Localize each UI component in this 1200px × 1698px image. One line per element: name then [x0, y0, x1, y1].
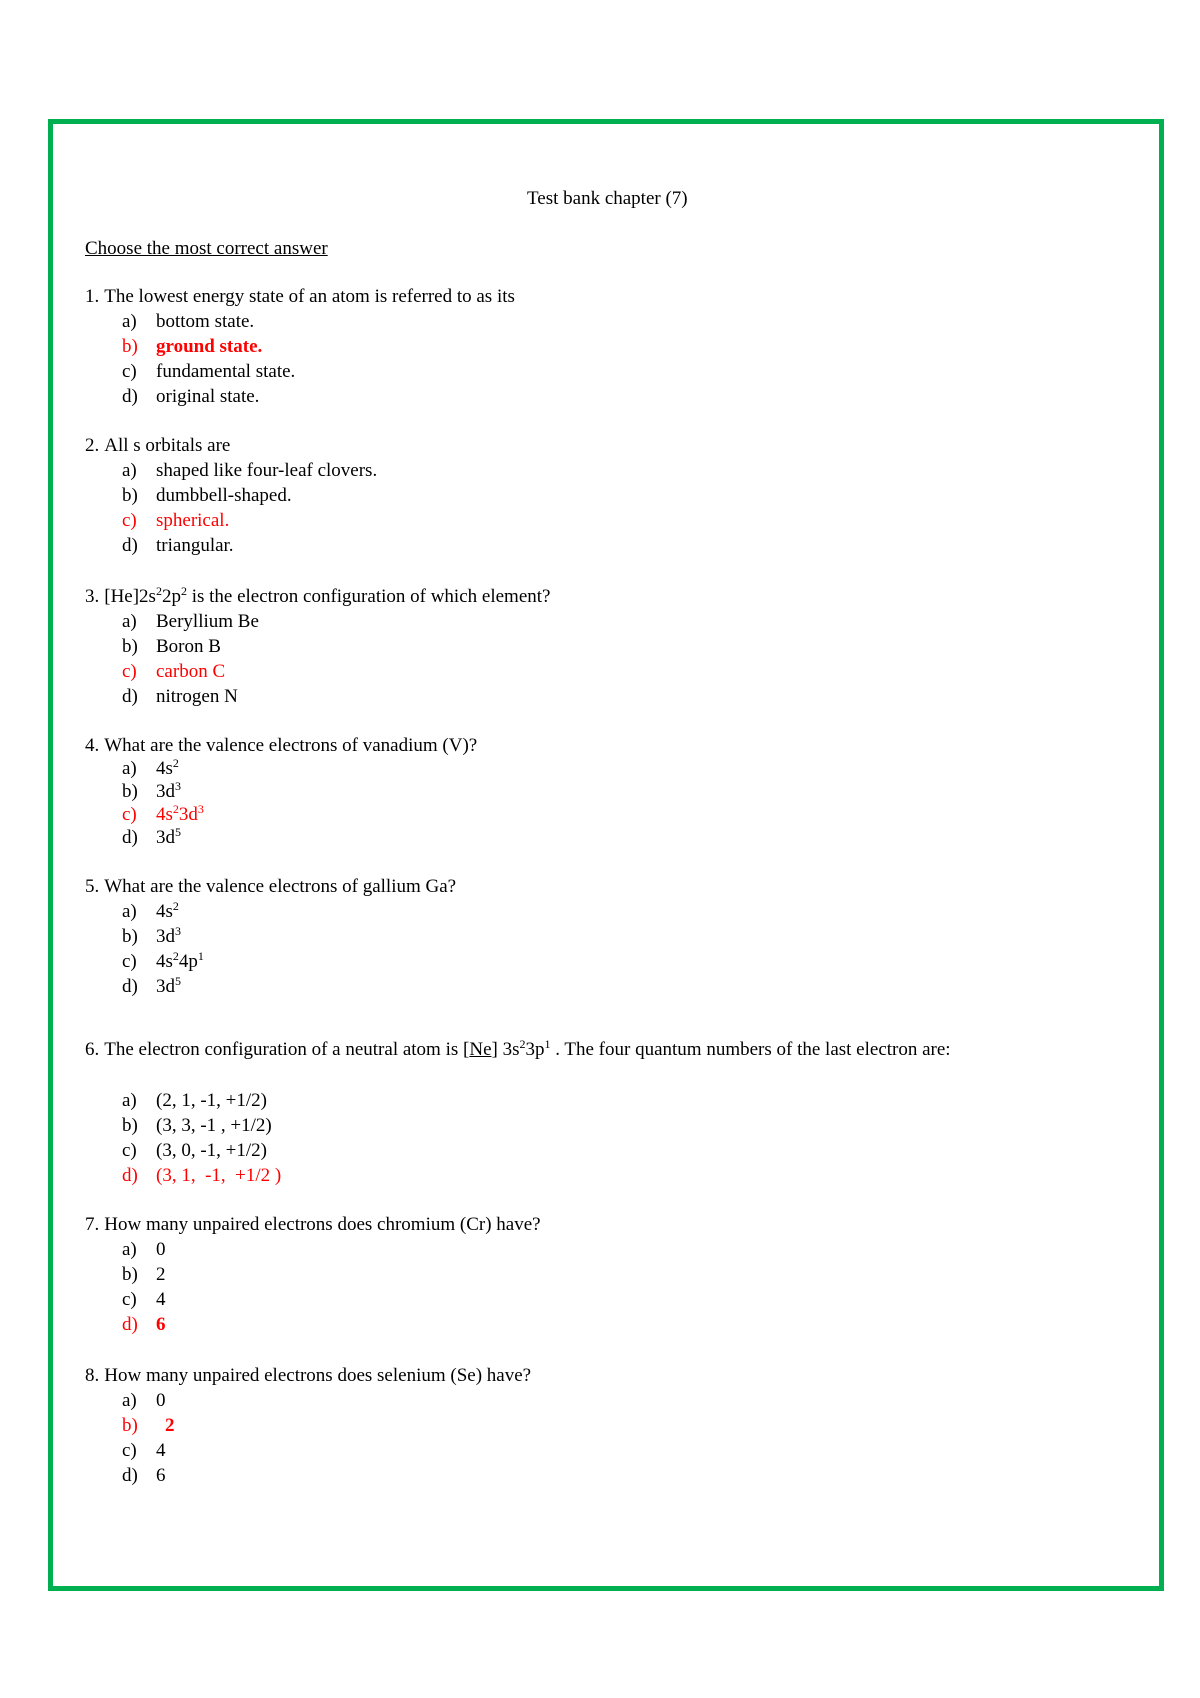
- option-text: [156, 780, 181, 803]
- option-letter: d): [122, 976, 138, 997]
- options-list: [85, 1237, 541, 1337]
- superscript: 3: [197, 802, 204, 816]
- question-number: 2.: [85, 435, 100, 456]
- question-text: How many unpaired electrons does selenium (Se) have?: [104, 1365, 532, 1386]
- option-b: [85, 924, 456, 949]
- options-list: [85, 309, 515, 409]
- question-text: The electron configuration of a neutral atom is [: [104, 1039, 470, 1060]
- orbital: 3d: [156, 827, 175, 848]
- question-text: [He]2s: [104, 586, 156, 607]
- option-text: [156, 803, 204, 826]
- option-d: [85, 533, 234, 558]
- superscript: 2: [172, 802, 179, 816]
- options-list: [85, 609, 550, 709]
- option-b: [85, 1262, 541, 1287]
- option-d: [85, 384, 515, 409]
- options-list: [85, 899, 456, 999]
- option-text: [156, 757, 179, 780]
- orbital: 4s: [156, 901, 173, 922]
- question-line: [85, 1212, 541, 1237]
- option-c: [85, 803, 477, 826]
- option-a: [85, 1237, 541, 1262]
- options-list: [85, 757, 477, 849]
- option-c: [85, 1138, 951, 1163]
- option-letter: b): [122, 1264, 138, 1285]
- superscript: 1: [197, 949, 204, 963]
- superscript: 2: [172, 899, 179, 913]
- question-line: [85, 1037, 951, 1062]
- option-text: carbon C: [156, 661, 226, 682]
- option-text: dumbbell-shaped.: [156, 485, 292, 506]
- option-c: [85, 359, 515, 384]
- noble-gas-core: Ne: [469, 1039, 492, 1060]
- option-text: Beryllium Be: [156, 611, 259, 632]
- option-d: [85, 974, 456, 999]
- question-line: [85, 284, 515, 309]
- option-text: Boron B: [156, 636, 221, 657]
- option-d: [85, 1463, 531, 1488]
- option-d: [85, 1312, 541, 1337]
- question-5: [85, 874, 456, 999]
- option-text: (3, 1, -1, +1/2 ): [156, 1165, 282, 1186]
- option-letter: a): [122, 901, 137, 922]
- option-letter: d): [122, 1165, 138, 1186]
- question-text: 2p: [161, 586, 181, 607]
- superscript: 3: [175, 779, 181, 793]
- option-b: [85, 483, 292, 508]
- option-letter: c): [122, 1140, 137, 1161]
- question-number: 7.: [85, 1214, 100, 1235]
- option-letter: a): [122, 460, 137, 481]
- option-letter: c): [122, 951, 137, 972]
- option-text: [156, 899, 179, 924]
- option-text: [156, 826, 181, 849]
- question-number: 8.: [85, 1365, 100, 1386]
- option-letter: b): [122, 926, 138, 947]
- option-letter: b): [122, 485, 138, 506]
- option-letter: d): [122, 535, 138, 556]
- option-letter: b): [122, 1415, 138, 1436]
- option-letter: a): [122, 758, 137, 779]
- question-7: [85, 1212, 541, 1337]
- option-text: [156, 949, 204, 974]
- option-letter: a): [122, 1239, 137, 1260]
- option-letter: c): [122, 1440, 137, 1461]
- question-line: [85, 584, 550, 609]
- question-line: [85, 1363, 531, 1388]
- options-list: [85, 1088, 951, 1188]
- option-letter: c): [122, 1289, 137, 1310]
- question-number: 1.: [85, 286, 100, 307]
- orbital: 3d: [156, 781, 175, 802]
- option-a: [85, 899, 456, 924]
- superscript: 2: [180, 584, 187, 598]
- question-text: is the electron configuration of which element?: [186, 586, 551, 607]
- option-b: [85, 1113, 951, 1138]
- superscript: 1: [544, 1037, 551, 1051]
- option-text: 0: [156, 1239, 166, 1260]
- option-c: [85, 949, 456, 974]
- document-title: Test bank chapter (7): [527, 188, 688, 209]
- option-a: [85, 458, 378, 483]
- option-text: 4: [156, 1289, 166, 1310]
- option-c: [85, 1438, 531, 1463]
- question-line: [85, 734, 477, 757]
- option-text: [156, 924, 181, 949]
- option-b: [85, 334, 515, 359]
- option-a: [85, 309, 515, 334]
- question-1: [85, 284, 515, 409]
- superscript: 2: [155, 584, 162, 598]
- option-text: 6: [156, 1465, 166, 1486]
- question-text: What are the valence electrons of vanadium (V)?: [104, 735, 478, 756]
- orbital: 4p: [178, 951, 198, 972]
- orbital: 4s: [156, 951, 173, 972]
- question-4: [85, 734, 477, 849]
- superscript: 5: [175, 974, 181, 988]
- question-number: 6.: [85, 1039, 100, 1060]
- option-text: (3, 3, -1 , +1/2): [156, 1115, 272, 1136]
- option-letter: c): [122, 361, 137, 382]
- option-b: [85, 634, 550, 659]
- question-number: 4.: [85, 735, 100, 756]
- option-letter: d): [122, 1465, 138, 1486]
- question-3: [85, 584, 550, 709]
- question-text: What are the valence electrons of gallium Ga?: [104, 876, 457, 897]
- option-letter: a): [122, 611, 137, 632]
- option-letter: c): [122, 804, 137, 825]
- option-b: [85, 780, 477, 803]
- superscript: 2: [172, 756, 179, 770]
- option-text: nitrogen N: [156, 686, 238, 707]
- option-text: fundamental state.: [156, 361, 296, 382]
- question-text: 3p: [525, 1039, 545, 1060]
- orbital: 3d: [178, 804, 198, 825]
- question-8: [85, 1363, 531, 1488]
- option-letter: b): [122, 636, 138, 657]
- option-letter: b): [122, 781, 138, 802]
- option-text: bottom state.: [156, 311, 255, 332]
- question-number: 3.: [85, 586, 100, 607]
- option-text: 4: [156, 1440, 166, 1461]
- orbital: 4s: [156, 758, 173, 779]
- option-a: [85, 609, 550, 634]
- instruction-heading: Choose the most correct answer: [85, 238, 328, 259]
- option-letter: c): [122, 661, 137, 682]
- option-letter: d): [122, 386, 138, 407]
- option-letter: a): [122, 311, 137, 332]
- question-number: 5.: [85, 876, 100, 897]
- option-letter: b): [122, 336, 138, 357]
- option-c: [85, 1287, 541, 1312]
- option-text: 0: [156, 1390, 166, 1411]
- option-b: [85, 1413, 531, 1438]
- option-d: [85, 684, 550, 709]
- option-text: original state.: [156, 386, 260, 407]
- option-text: ground state.: [156, 336, 263, 357]
- option-d: [85, 826, 477, 849]
- option-d: [85, 1163, 951, 1188]
- option-letter: a): [122, 1090, 137, 1111]
- option-text: (3, 0, -1, +1/2): [156, 1140, 267, 1161]
- question-text: . The four quantum numbers of the last electron are:: [550, 1039, 951, 1060]
- superscript: 2: [172, 949, 179, 963]
- option-text: [156, 974, 181, 999]
- option-text: 2: [165, 1415, 175, 1436]
- question-6: [85, 1037, 951, 1188]
- question-2: [85, 433, 378, 558]
- option-letter: d): [122, 827, 138, 848]
- superscript: 5: [175, 825, 181, 839]
- option-text: 6: [156, 1314, 166, 1335]
- option-letter: a): [122, 1390, 137, 1411]
- option-c: [85, 508, 230, 533]
- options-list: [85, 1388, 531, 1488]
- superscript: 2: [519, 1037, 526, 1051]
- option-text: shaped like four-leaf clovers.: [156, 460, 378, 481]
- option-letter: d): [122, 1314, 138, 1335]
- option-text: 2: [156, 1264, 166, 1285]
- option-letter: c): [122, 510, 137, 531]
- option-c: [85, 659, 550, 684]
- option-text: triangular.: [156, 535, 234, 556]
- question-text: How many unpaired electrons does chromium (Cr) have?: [104, 1214, 541, 1235]
- question-text: ] 3s: [491, 1039, 520, 1060]
- superscript: 3: [175, 924, 181, 938]
- orbital: 3d: [156, 976, 175, 997]
- question-text: All s orbitals are: [104, 435, 231, 456]
- option-letter: d): [122, 686, 138, 707]
- question-line: [85, 433, 230, 458]
- option-a: [85, 1088, 951, 1113]
- orbital: 4s: [156, 804, 173, 825]
- question-line: [85, 874, 456, 899]
- option-a: [85, 757, 477, 780]
- option-text: spherical.: [156, 510, 230, 531]
- option-a: [85, 1388, 531, 1413]
- orbital: 3d: [156, 926, 175, 947]
- question-text: The lowest energy state of an atom is referred to as its: [104, 286, 515, 307]
- option-text: (2, 1, -1, +1/2): [156, 1090, 267, 1111]
- options-list: [85, 458, 378, 558]
- option-letter: b): [122, 1115, 138, 1136]
